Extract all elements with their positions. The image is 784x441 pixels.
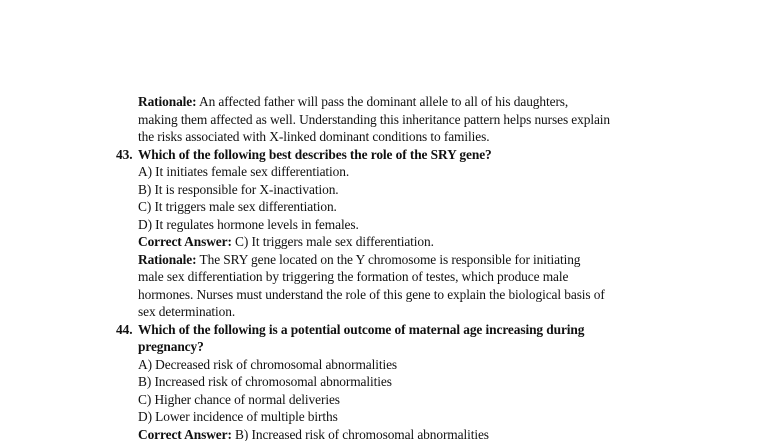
q43-correct-label: Correct Answer: — [138, 234, 232, 249]
q44-option-b: B) Increased risk of chromosomal abnormalities — [138, 374, 392, 389]
q43-rationale-label: Rationale: — [138, 251, 197, 267]
q44-option-c: C) Higher chance of normal deliveries — [138, 391, 340, 407]
q43-option-d: D) It regulates hormone levels in females. — [138, 216, 359, 232]
q43-rationale-line-1 — [138, 251, 580, 269]
q42-rationale-label: Rationale: — [138, 94, 197, 109]
q44-question-line-1: Which of the following is a potential outcome of maternal age increasing during — [138, 321, 585, 337]
q43-rationale-line-3: hormones. Nurses must understand the role of this gene to explain the biological basis of — [138, 286, 605, 302]
q42-rationale-line-1 — [138, 93, 568, 111]
q42-rationale-line-3: the risks associated with X-linked dominant conditions to families. — [138, 129, 490, 144]
q44-correct-label: Correct Answer: — [138, 426, 232, 441]
q44-option-d: D) Lower incidence of multiple births — [138, 409, 338, 424]
q44-correct-value: B) Increased risk of chromosomal abnormalities — [231, 426, 489, 441]
q43-question: Which of the following best describes the role of the SRY gene? — [138, 146, 492, 162]
q43-option-c: C) It triggers male sex differentiation. — [138, 199, 337, 214]
q43-number: 43. — [116, 146, 133, 162]
q42-rationale-text-1: An affected father will pass the dominant allele to all of his daughters, — [196, 94, 569, 109]
q44-number: 44. — [116, 321, 133, 337]
q43-rationale-line-2: male sex differentiation by triggering the formation of testes, which produce male — [138, 269, 569, 284]
q44-option-a: A) Decreased risk of chromosomal abnormalities — [138, 356, 398, 372]
q43-correct-value: C) It triggers male sex differentiation. — [231, 234, 434, 249]
q43-option-b: B) It is responsible for X-inactivation. — [138, 181, 339, 197]
q43-option-a: A) It initiates female sex differentiation. — [138, 164, 350, 179]
q42-rationale-line-2: making them affected as well. Understanding this inheritance pattern helps nurses explain — [138, 111, 611, 127]
q43-rationale-text-1: The SRY gene located on the Y chromosome is responsible for initiating — [196, 251, 581, 267]
q44-question-line-2: pregnancy? — [138, 339, 204, 354]
q44-correct-answer — [138, 426, 489, 441]
q43-rationale-line-4: sex determination. — [138, 304, 236, 319]
q43-correct-answer — [138, 233, 434, 251]
